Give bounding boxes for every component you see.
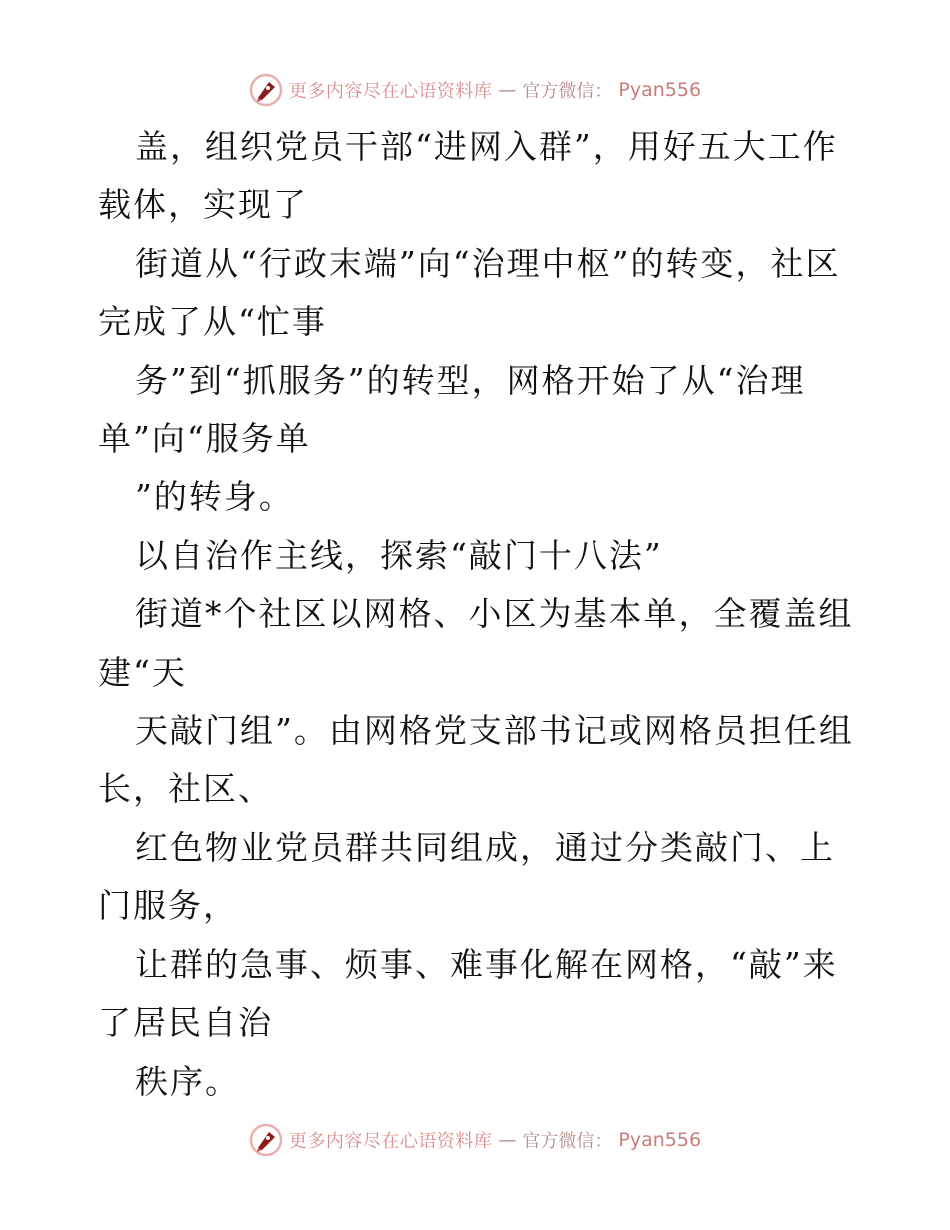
paragraph: ”的转身。 xyxy=(135,477,294,517)
paragraph: 务”到“抓服务”的转型，网格开始了从“治理单”向“服务单 xyxy=(98,360,806,459)
paragraph: 以自治作主线，探索“敲门十八法” xyxy=(135,535,663,575)
pen-nib-logo-icon xyxy=(249,73,283,107)
pen-nib-logo-icon xyxy=(249,1123,283,1157)
watermark-brand: 更多内容尽在心语资料库 xyxy=(288,1131,493,1152)
watermark-wechat-label: 官方微信： xyxy=(522,81,613,102)
footer-watermark xyxy=(0,1120,950,1160)
watermark-wechat-label: 官方微信： xyxy=(522,1131,613,1152)
watermark-wechat-id: Pyan556 xyxy=(618,1129,702,1151)
header-watermark xyxy=(0,70,950,110)
paragraph: 盖，组织党员干部“进网入群”，用好五大工作载体，实现了 xyxy=(98,127,838,225)
paragraph: 街道*个社区以网格、小区为基本单，全覆盖组建“天 xyxy=(98,594,854,692)
watermark-brand: 更多内容尽在心语资料库 xyxy=(288,81,493,102)
document-body xyxy=(98,118,858,1111)
paragraph: 让群的急事、烦事、难事化解在网格，“敲”来了居民自治 xyxy=(98,944,838,1043)
paragraph: 天敲门组”。由网格党支部书记或网格员担任组长，社区、 xyxy=(98,711,854,809)
paragraph: 秩序。 xyxy=(135,1061,240,1101)
paragraph: 红色物业党员群共同组成，通过分类敲门、上门服务， xyxy=(98,827,835,926)
watermark-separator: — xyxy=(498,79,517,101)
watermark-wechat-id: Pyan556 xyxy=(618,79,702,101)
watermark-separator: — xyxy=(498,1129,517,1151)
paragraph: 街道从“行政末端”向“治理中枢”的转变，社区完成了从“忙事 xyxy=(98,243,841,342)
